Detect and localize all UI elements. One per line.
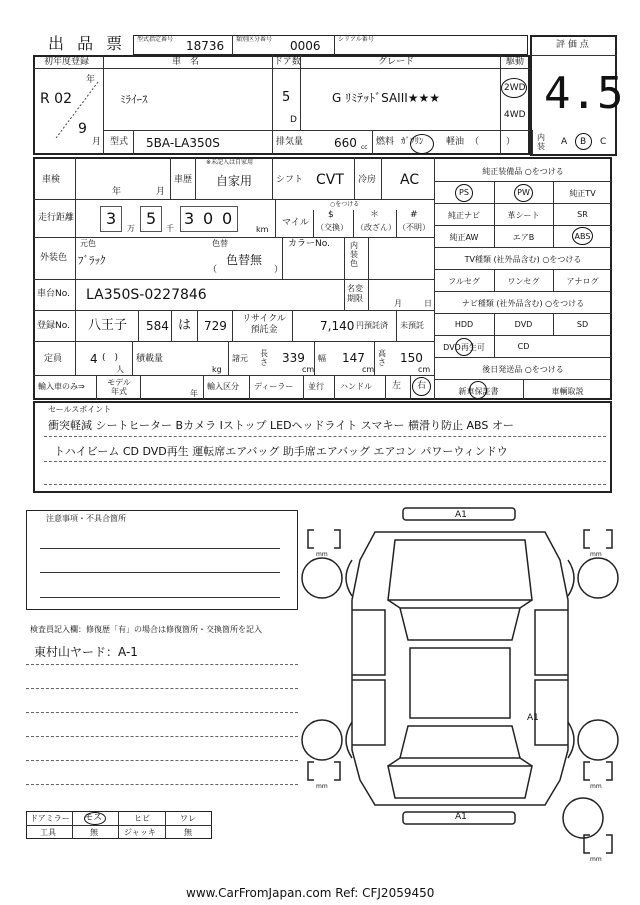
drive-4wd: 4WD (504, 110, 526, 120)
navi-dvd-play: DVD再生可 (443, 343, 485, 352)
notes-box (26, 510, 298, 610)
trunk (388, 766, 532, 798)
first-reg-year-unit: 年 (86, 75, 96, 85)
width-value: 147 (342, 351, 365, 365)
import-type-label: 輸入区分 (207, 382, 239, 391)
handle-right-circle (412, 377, 431, 396)
opt-tv: 純正TV (569, 189, 596, 198)
import-dealer: ディーラー (254, 382, 294, 391)
navi-dvd-play-circle (455, 338, 473, 356)
reg-label: 登録No. (37, 321, 70, 331)
model-year-label: モデル年式 (107, 378, 131, 396)
tire-mm-fr: mm (590, 551, 602, 558)
mileage-mile: マイル (282, 218, 309, 228)
mileage-label: 走行距離 (38, 213, 75, 223)
warranty-month-unit: 月 (394, 299, 402, 308)
navi-sd: SD (576, 320, 589, 329)
inspection-label: 車検 (42, 175, 61, 185)
reg-class: 584 (146, 319, 169, 333)
opt-ps-circle (455, 184, 473, 202)
height-label: 高さ (378, 349, 386, 367)
left-front-door (352, 610, 385, 675)
door-type: D (290, 115, 297, 125)
sales-label: セールスポイント (48, 405, 112, 414)
warranty-label: 名変期限 (347, 284, 363, 303)
jack-label: ジャッキ (124, 828, 156, 837)
import-parallel: 並行 (308, 382, 324, 391)
mileage-circle-note: ○をつける (330, 201, 360, 208)
recycle-amount: 7,140 (320, 319, 355, 333)
opt-airbag: エアB (512, 233, 535, 242)
opt-ps: PS (459, 188, 469, 197)
inspector-label: 検査員記入欄：修復歴「有」の場合は修復箇所・交換箇所を記入 (30, 625, 262, 634)
mileage-unknown: （不明） (398, 223, 430, 232)
opt-sr: SR (577, 210, 588, 219)
opt-abs-circle (572, 227, 593, 245)
color-no-label: カラーNo. (288, 239, 330, 249)
chassis-label: 車台No. (37, 289, 70, 299)
tv-oneseg: ワンセグ (507, 277, 540, 286)
first-reg-month-unit: 月 (92, 137, 102, 147)
reg-kana: は (178, 318, 192, 333)
mileage-km-unit: km (256, 225, 269, 234)
broken-label: ワレ (180, 814, 196, 823)
cc-unit: cc (361, 144, 368, 151)
repaint-paren-close: ） (274, 265, 284, 275)
mirror-label: ドアミラー (30, 814, 70, 823)
width-unit: cm (362, 365, 375, 374)
spare-wheel (563, 798, 603, 838)
history-note: ※未記入は自家用 (206, 159, 254, 166)
length-unit: cm (302, 365, 315, 374)
tools-label: 工具 (40, 828, 56, 837)
drive-2wd-circle (501, 78, 527, 98)
roof (410, 648, 510, 718)
mileage-dollar: $ (328, 210, 334, 220)
navi-header: ナビ種類 (社外品含む) ○をつける (461, 299, 585, 308)
grade-value: G ﾘﾐﾃｯﾄﾞSAIII★★★ (332, 91, 441, 105)
mileage-altered: （改ざん） (356, 223, 396, 232)
opt-pw: PW (517, 188, 530, 197)
damage-mark-front: A1 (455, 510, 467, 520)
mileage-digit: 5 (146, 209, 157, 228)
fuel-gasoline-circle (410, 134, 434, 154)
interior-grade-label: 内装 (537, 133, 545, 151)
left-front-wheel (302, 558, 342, 598)
opt-navi: 純正ナビ (448, 211, 480, 220)
model-year-unit: 年 (190, 389, 198, 398)
mileage-digit: 3 (184, 209, 195, 228)
page-title: 出 品 票 (48, 34, 127, 53)
import-label: 輸入車のみ⇒ (38, 382, 85, 391)
grade-label: グレード (378, 57, 415, 67)
left-rear-wheel (302, 720, 342, 760)
windshield (400, 608, 520, 640)
model-type-value: 5BA-LA350S (146, 136, 220, 150)
notes-label: 注意事項・不具合箇所 (46, 514, 126, 523)
crack-label: ヒビ (134, 814, 150, 823)
mileage-exchange: （交換） (316, 223, 348, 232)
first-reg-diagonal (54, 80, 100, 140)
sales-line-1: 衝突軽減 シートヒーター Bカメラ Iストップ LEDヘッドライト スマキー 横滑り防止 ABS オー (48, 419, 514, 432)
car-name-label: 車 名 (172, 57, 200, 67)
recycle-unit: 円預託済 (356, 321, 388, 330)
tv-header: TV種類 (社外品含む) ○をつける (464, 255, 582, 264)
interior-grade-c: C (600, 137, 607, 147)
fuel-other: （ ） (470, 137, 516, 147)
tire-mm-spare: mm (590, 856, 602, 863)
doors-label: ドア数 (274, 57, 301, 67)
drive-label: 駆動 (506, 57, 525, 67)
hood (388, 540, 532, 600)
handle-left: 左 (392, 381, 402, 391)
damage-mark-rear: A1 (455, 812, 467, 822)
later-header: 後日発送品 ○をつける (482, 365, 564, 374)
opt-aw: 純正AW (449, 233, 479, 242)
opt-abs: ABS (574, 232, 591, 241)
navi-hdd: HDD (454, 320, 474, 329)
model-no-value: 18736 (186, 39, 225, 53)
class-no-label: 類別区分番号 (236, 36, 273, 43)
height-unit: cm (418, 365, 431, 374)
fuel-gasoline: ｶﾞｿﾘﾝ (401, 137, 424, 147)
width-label: 幅 (318, 354, 326, 363)
damage-mark-side: A1 (527, 713, 539, 723)
interior-grade-a: A (561, 137, 568, 147)
repaint-label: 色替 (212, 239, 228, 248)
first-reg-era: R 02 (40, 91, 72, 107)
capacity-label: 定員 (44, 354, 63, 364)
drive-2wd: 2WD (504, 83, 526, 93)
equip-header: 純正装備品 ○をつける (482, 167, 564, 176)
serial-label: シリアル番号 (338, 36, 374, 43)
opt-leather: 革シート (507, 211, 540, 220)
reg-area: 八王子 (88, 318, 128, 333)
dims-label: 諸元 (232, 354, 248, 363)
repaint-value: 色替無 (226, 253, 263, 267)
rear-window (400, 726, 520, 758)
first-reg-month: 9 (78, 121, 87, 137)
navi-cd: CD (517, 342, 530, 351)
shift-label: シフト (276, 175, 304, 185)
load-unit: kg (212, 365, 222, 374)
length-label: 長さ (260, 349, 268, 367)
fuel-label: 燃料 (376, 137, 395, 147)
mileage-digit: 3 (106, 209, 117, 228)
repaint-paren-open: （ (208, 265, 218, 275)
fuel-diesel: 軽油 (446, 137, 465, 147)
opt-pw-circle (514, 184, 533, 202)
mileage-digit: 0 (222, 209, 233, 228)
height-value: 150 (400, 351, 423, 365)
shift-value: CVT (316, 172, 344, 188)
right-front-wheel (578, 558, 618, 598)
chassis-value: LA350S-0227846 (86, 287, 207, 303)
tire-mm-rl: mm (316, 783, 328, 790)
model-no-label: 型式指定番号 (137, 36, 174, 43)
capacity-value: 4 (90, 352, 98, 366)
tools-value: 無 (90, 828, 98, 837)
color-label: 外装色 (40, 253, 68, 263)
doors-value: 5 (282, 90, 291, 105)
navi-dvd: DVD (514, 320, 533, 329)
inspector-text: 東村山ヤード：A-1 (34, 645, 138, 659)
left-rear-door (352, 680, 385, 745)
right-front-door (535, 610, 568, 675)
tire-mm-fl: mm (316, 551, 328, 558)
interior-grade-b: B (580, 137, 587, 147)
mileage-digit: 0 (203, 209, 214, 228)
handle-right: 右 (417, 381, 427, 391)
tire-mm-rr: mm (590, 783, 602, 790)
handle-label: ハンドル (340, 382, 372, 391)
reg-number: 729 (204, 319, 227, 333)
displacement-label: 排気量 (276, 137, 304, 147)
length-value: 339 (282, 351, 305, 365)
jack-value: 無 (184, 828, 192, 837)
orig-color-label: 元色 (80, 239, 96, 248)
recycle-label: リサイクル預託金 (242, 314, 286, 335)
mileage-sen-unit: 千 (166, 224, 174, 233)
class-no-value: 0006 (290, 39, 321, 53)
history-label: 車歴 (174, 175, 193, 185)
ac-label: 冷房 (358, 175, 377, 185)
score-label: 評 価 点 (556, 40, 589, 50)
first-reg-label: 初年度登録 (44, 57, 90, 67)
interior-grade-b-circle (575, 133, 592, 150)
mileage-man-unit: 万 (127, 224, 135, 233)
load-label: 積載量 (136, 354, 164, 364)
inspection-year-unit: 年 (112, 187, 122, 197)
tv-fullseg: フルセグ (448, 277, 480, 286)
mileage-star: ＊ (370, 210, 380, 220)
sales-line-2: トハイビーム CD DVD再生 運転席エアバッグ 助手席エアバッグ エアコン パワーウィンドウ (54, 445, 508, 458)
inspection-month-unit: 月 (156, 187, 166, 197)
right-rear-door (535, 680, 568, 745)
score-value: 4.5 (544, 68, 624, 119)
model-type-label: 型式 (110, 137, 129, 147)
recycle-unpaid: 未預託 (400, 321, 424, 330)
later-warranty-book: 新車保証書 (458, 387, 499, 396)
mirror-value: モス (84, 813, 103, 823)
displacement-value: 660 (334, 136, 357, 150)
ac-value: AC (400, 172, 420, 188)
capacity-unit: 人 (116, 365, 124, 374)
car-name-value: ﾐﾗｲｰｽ (120, 93, 148, 106)
interior-color-label: 内装色 (350, 241, 358, 268)
right-rear-wheel (578, 720, 618, 760)
warranty-day-unit: 日 (424, 299, 432, 308)
history-value: 自家用 (216, 174, 253, 188)
mirror-value-circle (84, 812, 106, 825)
footer-ref: www.CarFromJapan.com Ref: CFJ2059450 (186, 886, 435, 900)
mileage-hash: # (410, 210, 418, 220)
capacity-paren: ( ) (102, 353, 119, 363)
tv-analog: アナログ (566, 277, 599, 286)
later-manual: 車輌取説 (551, 387, 584, 396)
later-warranty-book-circle (469, 381, 487, 399)
orig-color-value: ﾌﾞﾗｯｸ (78, 254, 106, 267)
